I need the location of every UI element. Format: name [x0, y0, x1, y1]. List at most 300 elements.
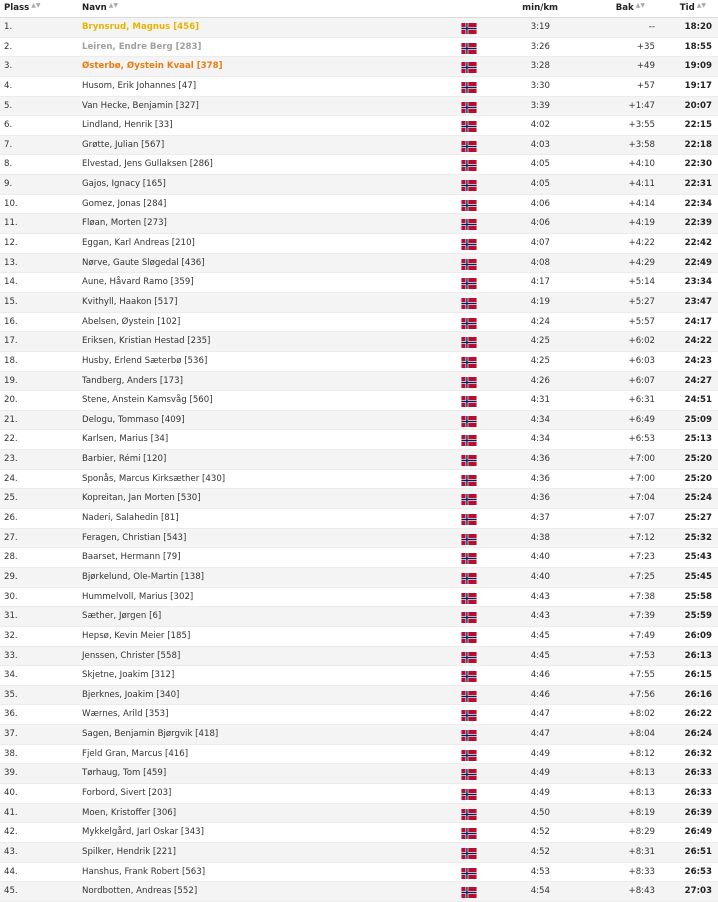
- pace-cell: 4:07: [530, 238, 550, 249]
- time-cell: 25:27: [684, 513, 712, 524]
- athlete-name-link[interactable]: Eriksen, Kristian Hestad [235]: [82, 336, 211, 347]
- athlete-name-link[interactable]: Spilker, Hendrik [221]: [82, 846, 177, 857]
- table-row[interactable]: [0, 863, 718, 883]
- pace-cell: 4:38: [530, 532, 550, 543]
- time-cell: 24:22: [684, 336, 712, 347]
- place-cell: 21.: [4, 414, 18, 425]
- time-cell: 25:20: [684, 454, 712, 465]
- table-body: [0, 18, 718, 902]
- norway-flag-icon: [460, 337, 478, 348]
- norway-flag-icon: [460, 710, 478, 721]
- norway-flag-icon: [460, 494, 478, 505]
- time-cell: 26:16: [684, 689, 712, 700]
- place-cell: 38.: [4, 748, 18, 759]
- norway-flag-icon-graphic: [460, 318, 478, 329]
- time-cell: 25:13: [684, 434, 712, 445]
- norway-flag-icon: [460, 396, 478, 407]
- place-cell: 42.: [4, 827, 18, 838]
- norway-flag-icon: [460, 43, 478, 54]
- sort-arrows-icon[interactable]: ▲▼: [635, 2, 645, 9]
- behind-cell: +8:13: [628, 768, 655, 779]
- athlete-name-link[interactable]: Skjetne, Joakim [312]: [82, 670, 175, 681]
- norway-flag-icon-graphic: [460, 455, 478, 466]
- norway-flag-icon: [460, 377, 478, 388]
- pace-cell: 4:36: [530, 473, 550, 484]
- norway-flag-icon-graphic: [460, 691, 478, 702]
- athlete-name-link[interactable]: Sponås, Marcus Kirksæther [430]: [82, 473, 226, 484]
- pace-cell: 4:26: [530, 375, 550, 386]
- athlete-name-link[interactable]: Gomez, Jonas [284]: [82, 198, 167, 209]
- table-row[interactable]: [0, 411, 718, 431]
- sort-arrows-icon[interactable]: ▲▼: [696, 2, 706, 9]
- athlete-name-link[interactable]: Wærnes, Arild [353]: [82, 709, 169, 720]
- norway-flag-icon: [460, 593, 478, 604]
- norway-flag-icon: [460, 475, 478, 486]
- time-cell: 19:17: [684, 80, 712, 91]
- time-cell: 24:51: [684, 395, 712, 406]
- athlete-name-link[interactable]: Fløan, Morten [273]: [82, 218, 167, 229]
- norway-flag-icon: [460, 553, 478, 564]
- norway-flag-icon-graphic: [460, 828, 478, 839]
- pace-cell: 4:43: [530, 611, 550, 622]
- time-cell: 22:34: [684, 198, 712, 209]
- table-row[interactable]: [0, 293, 718, 313]
- time-cell: 24:17: [684, 316, 712, 327]
- athlete-name-link[interactable]: Nordbotten, Andreas [552]: [82, 886, 198, 897]
- table-row[interactable]: [0, 509, 718, 529]
- pace-cell: 4:47: [530, 729, 550, 740]
- pace-cell: 4:49: [530, 787, 550, 798]
- time-cell: 20:07: [684, 100, 712, 111]
- table-row[interactable]: [0, 686, 718, 706]
- place-cell: 10.: [4, 198, 18, 209]
- behind-cell: +7:49: [628, 630, 655, 641]
- norway-flag-icon: [460, 82, 478, 93]
- place-cell: 26.: [4, 513, 18, 524]
- norway-flag-icon-graphic: [460, 239, 478, 250]
- time-cell: 19:09: [684, 61, 712, 72]
- time-cell: 23:34: [684, 277, 712, 288]
- table-row[interactable]: [0, 273, 718, 293]
- athlete-name-link[interactable]: Moen, Kristoffer [306]: [82, 807, 177, 818]
- norway-flag-icon-graphic: [460, 357, 478, 368]
- norway-flag-icon-graphic: [460, 121, 478, 132]
- athlete-name-link[interactable]: Karlsen, Marius [34]: [82, 434, 169, 445]
- place-cell: 1.: [4, 22, 13, 32]
- behind-cell: +7:39: [628, 611, 655, 622]
- table-row[interactable]: [0, 254, 718, 274]
- table-row[interactable]: [0, 195, 718, 215]
- column-header-bak[interactable]: [616, 0, 645, 17]
- place-cell: 9.: [4, 179, 13, 190]
- place-cell: 22.: [4, 434, 18, 445]
- athlete-name-link[interactable]: Hummelvoll, Marius [302]: [82, 591, 194, 602]
- behind-cell: +7:56: [628, 689, 655, 700]
- table-row[interactable]: [0, 116, 718, 136]
- norway-flag-icon-graphic: [460, 298, 478, 309]
- behind-cell: +8:02: [628, 709, 655, 720]
- norway-flag-icon-graphic: [460, 494, 478, 505]
- norway-flag-icon: [460, 828, 478, 839]
- norway-flag-icon: [460, 62, 478, 73]
- pace-cell: 3:26: [530, 41, 550, 52]
- sort-arrows-icon[interactable]: ▲▼: [108, 2, 118, 9]
- table-row[interactable]: [0, 764, 718, 784]
- pace-cell: 4:49: [530, 768, 550, 779]
- athlete-name-link[interactable]: Naderi, Salahedin [81]: [82, 513, 179, 524]
- table-row[interactable]: [0, 627, 718, 647]
- place-cell: 27.: [4, 532, 18, 543]
- time-cell: 26:39: [684, 807, 712, 818]
- norway-flag-icon: [460, 435, 478, 446]
- athlete-name-link[interactable]: Forbord, Sivert [203]: [82, 787, 172, 798]
- behind-cell: +7:38: [628, 591, 655, 602]
- table-row[interactable]: [0, 784, 718, 804]
- pace-cell: 4:43: [530, 591, 550, 602]
- place-cell: 32.: [4, 630, 18, 641]
- norway-flag-icon: [460, 23, 478, 34]
- athlete-name-link[interactable]: Lindland, Henrik [33]: [82, 120, 173, 131]
- time-cell: 25:43: [684, 552, 712, 563]
- norway-flag-icon-graphic: [460, 160, 478, 171]
- norway-flag-icon-graphic: [460, 435, 478, 446]
- table-row[interactable]: [0, 804, 718, 824]
- table-row[interactable]: [0, 57, 718, 77]
- table-row[interactable]: [0, 745, 718, 765]
- table-row[interactable]: [0, 529, 718, 549]
- time-cell: 23:47: [684, 296, 712, 307]
- place-cell: 28.: [4, 552, 18, 563]
- norway-flag-icon: [460, 514, 478, 525]
- pace-cell: 4:03: [530, 139, 550, 150]
- place-cell: 16.: [4, 316, 18, 327]
- norway-flag-icon: [460, 671, 478, 682]
- pace-cell: 4:19: [530, 296, 550, 307]
- norway-flag-icon: [460, 102, 478, 113]
- behind-cell: +6:03: [628, 355, 655, 366]
- athlete-name-link[interactable]: Hanshus, Frank Robert [563]: [82, 866, 206, 877]
- behind-cell: +57: [636, 80, 655, 91]
- athlete-name-link[interactable]: Feragen, Christian [543]: [82, 532, 187, 543]
- time-cell: 24:23: [684, 355, 712, 366]
- norway-flag-icon-graphic: [460, 652, 478, 663]
- athlete-name-link[interactable]: Mykkelgård, Jarl Oskar [343]: [82, 827, 205, 838]
- table-row[interactable]: [0, 372, 718, 392]
- column-header-navn[interactable]: [82, 0, 118, 17]
- athlete-name-link[interactable]: Van Hecke, Benjamin [327]: [82, 100, 199, 111]
- column-header-plass[interactable]: [4, 0, 41, 17]
- athlete-name-link[interactable]: Bjerknes, Joakim [340]: [82, 689, 180, 700]
- athlete-name-link[interactable]: Abelsen, Øystein [102]: [82, 316, 181, 327]
- behind-cell: +5:57: [628, 316, 655, 327]
- behind-cell: +4:14: [628, 198, 655, 209]
- norway-flag-icon: [460, 612, 478, 623]
- table-row[interactable]: [0, 214, 718, 234]
- norway-flag-icon-graphic: [460, 141, 478, 152]
- norway-flag-icon: [460, 789, 478, 800]
- athlete-name-link[interactable]: Bjørkelund, Ole-Martin [138]: [82, 571, 205, 582]
- time-cell: 25:45: [684, 571, 712, 582]
- place-cell: 30.: [4, 591, 18, 602]
- behind-cell: +7:55: [628, 670, 655, 681]
- athlete-name-link[interactable]: Sagen, Benjamin Bjørgvik [418]: [82, 729, 219, 740]
- table-row[interactable]: [0, 313, 718, 333]
- place-cell: 33.: [4, 650, 18, 661]
- behind-cell: +5:14: [628, 277, 655, 288]
- behind-cell: +4:19: [628, 218, 655, 229]
- pace-cell: 4:05: [530, 159, 550, 170]
- athlete-name-link[interactable]: Østerbø, Øystein Kvaal [378]: [82, 61, 223, 72]
- table-row[interactable]: [0, 725, 718, 745]
- pace-cell: 4:25: [530, 355, 550, 366]
- norway-flag-icon: [460, 278, 478, 289]
- norway-flag-icon: [460, 259, 478, 270]
- place-cell: 12.: [4, 238, 18, 249]
- behind-cell: +8:43: [628, 886, 655, 897]
- table-row[interactable]: [0, 607, 718, 627]
- athlete-name-link[interactable]: Jenssen, Christer [558]: [82, 650, 181, 661]
- place-cell: 19.: [4, 375, 18, 386]
- pace-cell: 3:39: [530, 100, 550, 111]
- time-cell: 25:24: [684, 493, 712, 504]
- athlete-name-link[interactable]: Husom, Erik Johannes [47]: [82, 80, 197, 91]
- norway-flag-icon: [460, 809, 478, 820]
- pace-cell: 4:45: [530, 650, 550, 661]
- norway-flag-icon: [460, 632, 478, 643]
- behind-cell: +4:22: [628, 238, 655, 249]
- norway-flag-icon: [460, 769, 478, 780]
- athlete-name-link[interactable]: Husby, Erlend Sæterbø [536]: [82, 355, 208, 366]
- athlete-name-link[interactable]: Tandberg, Anders [173]: [82, 375, 183, 386]
- column-header-tid[interactable]: [680, 0, 706, 17]
- place-cell: 29.: [4, 571, 18, 582]
- norway-flag-icon-graphic: [460, 809, 478, 820]
- norway-flag-icon: [460, 534, 478, 545]
- table-row[interactable]: [0, 882, 718, 902]
- norway-flag-icon: [460, 121, 478, 132]
- behind-cell: +8:31: [628, 846, 655, 857]
- table-row[interactable]: [0, 391, 718, 411]
- athlete-name-link[interactable]: Hepsø, Kevin Meier [185]: [82, 630, 191, 641]
- table-row[interactable]: [0, 155, 718, 175]
- place-cell: 23.: [4, 454, 18, 465]
- behind-cell: +7:00: [628, 473, 655, 484]
- norway-flag-icon: [460, 573, 478, 584]
- place-cell: 8.: [4, 159, 13, 170]
- pace-cell: 4:36: [530, 454, 550, 465]
- table-row[interactable]: [0, 38, 718, 58]
- table-row[interactable]: [0, 18, 718, 38]
- table-row[interactable]: [0, 548, 718, 568]
- norway-flag-icon: [460, 691, 478, 702]
- pace-cell: 4:24: [530, 316, 550, 327]
- norway-flag-icon: [460, 180, 478, 191]
- athlete-name-link[interactable]: Brynsrud, Magnus [456]: [82, 22, 200, 32]
- pace-cell: 4:45: [530, 630, 550, 641]
- table-row[interactable]: [0, 332, 718, 352]
- time-cell: 26:53: [684, 866, 712, 877]
- norway-flag-icon: [460, 730, 478, 741]
- place-cell: 39.: [4, 768, 18, 779]
- place-cell: 5.: [4, 100, 13, 111]
- athlete-name-link[interactable]: Gajos, Ignacy [165]: [82, 179, 166, 190]
- athlete-name-link[interactable]: Barbier, Rémi [120]: [82, 454, 167, 465]
- time-cell: 26:24: [684, 729, 712, 740]
- athlete-name-link[interactable]: Elvestad, Jens Gullaksen [286]: [82, 159, 213, 170]
- table-row[interactable]: [0, 666, 718, 686]
- athlete-name-link[interactable]: Kvithyll, Haakon [517]: [82, 296, 178, 307]
- behind-cell: +7:07: [628, 513, 655, 524]
- norway-flag-icon: [460, 416, 478, 427]
- sort-arrows-icon[interactable]: ▲▼: [31, 2, 41, 9]
- time-cell: 24:27: [684, 375, 712, 386]
- column-header-label: Plass: [4, 3, 30, 13]
- pace-cell: 4:46: [530, 689, 550, 700]
- place-cell: 3.: [4, 61, 13, 72]
- athlete-name-link[interactable]: Sæther, Jørgen [6]: [82, 611, 162, 622]
- table-row[interactable]: [0, 823, 718, 843]
- table-row[interactable]: [0, 77, 718, 97]
- table-row[interactable]: [0, 489, 718, 509]
- norway-flag-icon-graphic: [460, 750, 478, 761]
- table-row[interactable]: [0, 568, 718, 588]
- norway-flag-icon: [460, 848, 478, 859]
- table-row[interactable]: [0, 647, 718, 667]
- behind-cell: +8:04: [628, 729, 655, 740]
- behind-cell: +6:53: [628, 434, 655, 445]
- time-cell: 26:51: [684, 846, 712, 857]
- place-cell: 37.: [4, 729, 18, 740]
- behind-cell: +6:31: [628, 395, 655, 406]
- table-header: [0, 0, 718, 18]
- norway-flag-icon-graphic: [460, 200, 478, 211]
- table-row[interactable]: [0, 450, 718, 470]
- time-cell: 26:32: [684, 748, 712, 759]
- time-cell: 22:18: [684, 139, 712, 150]
- table-row[interactable]: [0, 705, 718, 725]
- behind-cell: +3:55: [628, 120, 655, 131]
- place-cell: 36.: [4, 709, 18, 720]
- table-row[interactable]: [0, 588, 718, 608]
- norway-flag-icon-graphic: [460, 553, 478, 564]
- place-cell: 17.: [4, 336, 18, 347]
- time-cell: 26:33: [684, 768, 712, 779]
- table-row[interactable]: [0, 175, 718, 195]
- behind-cell: +8:29: [628, 827, 655, 838]
- athlete-name-link[interactable]: Leiren, Endre Berg [283]: [82, 41, 202, 52]
- behind-cell: --: [648, 22, 655, 32]
- behind-cell: +8:13: [628, 787, 655, 798]
- behind-cell: +1:47: [628, 100, 655, 111]
- athlete-name-link[interactable]: Kopreitan, Jan Morten [530]: [82, 493, 201, 504]
- norway-flag-icon: [460, 318, 478, 329]
- column-header-pace[interactable]: [522, 0, 558, 17]
- time-cell: 25:09: [684, 414, 712, 425]
- norway-flag-icon: [460, 298, 478, 309]
- norway-flag-icon: [460, 868, 478, 879]
- athlete-name-link[interactable]: Grøtte, Julian [567]: [82, 139, 165, 150]
- norway-flag-icon: [460, 141, 478, 152]
- athlete-name-link[interactable]: Delogu, Tommaso [409]: [82, 414, 185, 425]
- norway-flag-icon: [460, 357, 478, 368]
- norway-flag-icon-graphic: [460, 416, 478, 427]
- pace-cell: 4:25: [530, 336, 550, 347]
- place-cell: 34.: [4, 670, 18, 681]
- time-cell: 26:13: [684, 650, 712, 661]
- behind-cell: +8:19: [628, 807, 655, 818]
- norway-flag-icon: [460, 160, 478, 171]
- time-cell: 26:49: [684, 827, 712, 838]
- norway-flag-icon-graphic: [460, 62, 478, 73]
- behind-cell: +7:25: [628, 571, 655, 582]
- place-cell: 45.: [4, 886, 18, 897]
- behind-cell: +7:23: [628, 552, 655, 563]
- time-cell: 22:49: [684, 257, 712, 268]
- behind-cell: +7:53: [628, 650, 655, 661]
- place-cell: 2.: [4, 41, 13, 52]
- athlete-name-link[interactable]: Stene, Anstein Kamsvåg [560]: [82, 395, 213, 406]
- place-cell: 31.: [4, 611, 18, 622]
- place-cell: 18.: [4, 355, 18, 366]
- place-cell: 44.: [4, 866, 18, 877]
- place-cell: 7.: [4, 139, 13, 150]
- column-header-label: Bak: [615, 3, 634, 13]
- pace-cell: 4:37: [530, 513, 550, 524]
- behind-cell: +8:12: [628, 748, 655, 759]
- pace-cell: 4:06: [530, 218, 550, 229]
- table-row[interactable]: [0, 234, 718, 254]
- time-cell: 18:20: [684, 22, 712, 32]
- column-header-label: Navn: [82, 3, 107, 13]
- norway-flag-icon-graphic: [460, 514, 478, 525]
- athlete-name-link[interactable]: Aune, Håvard Ramo [359]: [82, 277, 194, 288]
- pace-cell: 4:31: [530, 395, 550, 406]
- norway-flag-icon-graphic: [460, 102, 478, 113]
- norway-flag-icon-graphic: [460, 23, 478, 34]
- pace-cell: 4:50: [530, 807, 550, 818]
- athlete-name-link[interactable]: Baarset, Hermann [79]: [82, 552, 181, 563]
- time-cell: 22:30: [684, 159, 712, 170]
- time-cell: 22:39: [684, 218, 712, 229]
- table-row[interactable]: [0, 430, 718, 450]
- norway-flag-icon-graphic: [460, 180, 478, 191]
- table-row[interactable]: [0, 136, 718, 156]
- athlete-name-link[interactable]: Tørhaug, Tom [459]: [82, 768, 167, 779]
- athlete-name-link[interactable]: Eggan, Karl Andreas [210]: [82, 238, 195, 249]
- time-cell: 26:33: [684, 787, 712, 798]
- time-cell: 26:22: [684, 709, 712, 720]
- norway-flag-icon: [460, 219, 478, 230]
- pace-cell: 4:49: [530, 748, 550, 759]
- behind-cell: +6:07: [628, 375, 655, 386]
- place-cell: 35.: [4, 689, 18, 700]
- table-row[interactable]: [0, 97, 718, 117]
- time-cell: 27:03: [684, 886, 712, 897]
- norway-flag-icon-graphic: [460, 593, 478, 604]
- norway-flag-icon-graphic: [460, 219, 478, 230]
- norway-flag-icon-graphic: [460, 82, 478, 93]
- table-row[interactable]: [0, 352, 718, 372]
- norway-flag-icon-graphic: [460, 278, 478, 289]
- norway-flag-icon: [460, 750, 478, 761]
- norway-flag-icon-graphic: [460, 396, 478, 407]
- athlete-name-link[interactable]: Nørve, Gaute Sløgedal [436]: [82, 257, 205, 268]
- place-cell: 40.: [4, 787, 18, 798]
- athlete-name-link[interactable]: Fjeld Gran, Marcus [416]: [82, 748, 189, 759]
- table-row[interactable]: [0, 470, 718, 490]
- table-row[interactable]: [0, 843, 718, 863]
- behind-cell: +5:27: [628, 296, 655, 307]
